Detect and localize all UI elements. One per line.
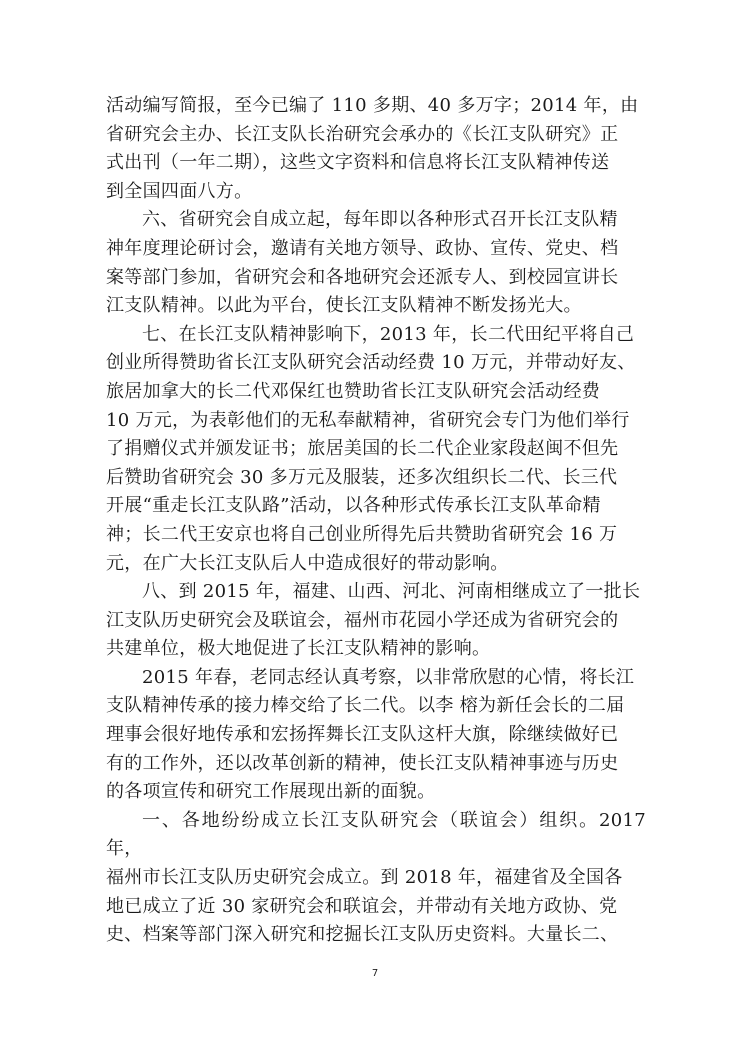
paragraph-item-eight: 八、到 2015 年，福建、山西、河北、河南相继成立了一批长 江支队历史研究会及联谊会，福州市花园小学还成为省研究会的 共建单位，极大地促进了长江支队精神的影响。 xyxy=(106,581,641,660)
paragraph-briefing-continued: 活动编写简报，至今已编了 110 多期、40 多万字；2014 年，由 省研究会主办、长江支队长治研究会承办的《长江支队研究》正 式出刊（一年二期），这些文字资料和信息将长江支队精神传送 到全国四面八方。 xyxy=(106,95,639,202)
paragraph-item-six: 六、省研究会自成立起，每年即以各种形式召开长江支队精 神年度理论研讨会，邀请有关地方领导、政协、宣传、党史、档 案等部门参加，省研究会和各地研究会还派专人、到校园宣讲长 江支队精神。以此为平台，使长江支队精神不断发扬光大。 xyxy=(106,209,619,317)
paragraph-item-seven: 七、在长江支队精神影响下，2013 年，长二代田纪平将自己 创业所得赞助省长江支队研究会活动经费 10 万元，并带动好友、 旅居加拿大的长二代邓保红也赞助省长江支队研究会活动经费 10 万元，为表彰他们的无私奉献精神，省研究会专门为他们举行 了捐赠仪式并颁发证书；旅居美国的长二代企业家段赵闽不但先 后赞助省研究会 30 多万元及服装，还多次组织长二代、长三代 开展“重走长江支队路”活动，以各种形式传承长江支队革命精 神；长二代王安京也将自己创业所得先后共赞助省研究会 16 万 元，在广大长江支队后人中造成很好的带动影响。 xyxy=(106,323,636,574)
page-number: 7 xyxy=(371,968,379,979)
document-body xyxy=(106,92,646,950)
paragraph-spring-2015: 2015 年春，老同志经认真考察，以非常欣慰的心情，将长江 支队精神传承的接力棒交给了长二代。以李 榕为新任会长的二届 理事会很好地传承和宏扬挥舞长江支队这杆大旗，除继续做好已 有的工作外，还以改革创新的精神，使长江支队精神事迹与历史 的各项宣传和研究工作展现出新的面貌。 xyxy=(106,666,635,803)
paragraph-item-one: 一、各地纷纷成立长江支队研究会（联谊会）组织。2017 年， 福州市长江支队历史研究会成立。到 2018 年，福建省及全国各 地已成立了近 30 家研究会和联谊会，并带动有关地方政协、党 史、档案等部门深入研究和挖掘长江支队历史资料。大量长二、 xyxy=(106,809,646,946)
